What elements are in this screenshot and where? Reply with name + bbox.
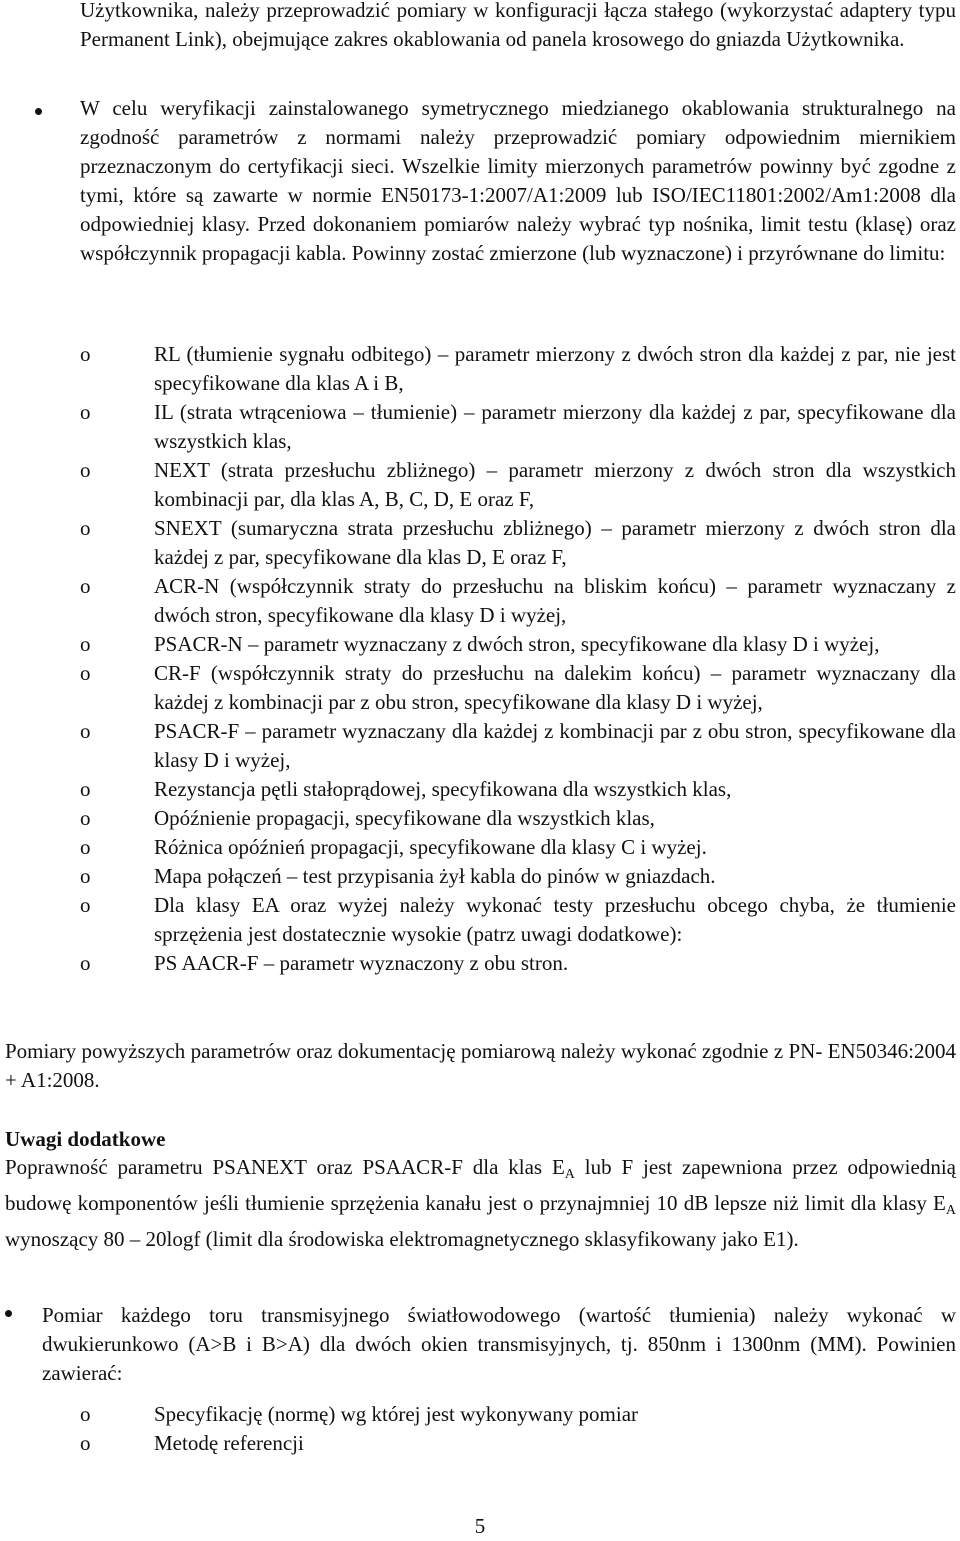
list-marker-icon: o bbox=[80, 516, 91, 540]
list-item: o Opóźnienie propagacji, specyfikowane dla wszystkich klas, bbox=[154, 804, 956, 833]
list-marker-icon: o bbox=[80, 719, 91, 743]
list-item: o Metodę referencji bbox=[154, 1429, 956, 1458]
list-marker-icon: o bbox=[80, 835, 91, 859]
list-marker-icon: o bbox=[80, 777, 91, 801]
list-item: o Specyfikację (normę) wg której jest wykonywany pomiar bbox=[154, 1400, 956, 1429]
list-item: o IL (strata wtrąceniowa – tłumienie) – parametr mierzony dla każdej z par, specyfikowane dla wszystkich klas, bbox=[80, 400, 956, 453]
list-item: o NEXT (strata przesłuchu zbliżnego) – parametr mierzony z dwóch stron dla wszystkich kombinacji par, dla klas A, B, C, D, E oraz F, bbox=[80, 458, 956, 511]
list-item: o ACR-N (współczynnik straty do przesłuchu na bliskim końcu) – parametr wyznaczany z dwóch stron, specyfikowane dla klasy D i wyżej, bbox=[80, 574, 956, 627]
bullet-icon bbox=[5, 1310, 12, 1317]
list-marker-icon: o bbox=[80, 893, 91, 917]
list-item: o PSACR-F – parametr wyznaczany dla każdej z kombinacji par z obu stron, specyfikowane dla klasy D i wyżej, bbox=[80, 719, 956, 772]
list-marker-icon: o bbox=[80, 342, 91, 366]
page-number: 5 bbox=[474, 1514, 486, 1538]
list-item: o Rezystancja pętli stałoprądowej, specyfikowana dla wszystkich klas, bbox=[154, 775, 956, 804]
section-heading: Uwagi dodatkowe bbox=[5, 1127, 166, 1151]
parameter-list bbox=[80, 340, 956, 978]
bullet-icon bbox=[35, 108, 42, 115]
bullet-paragraph-fiber-testing: Pomiar każdego toru transmisyjnego światłowodowego (wartość tłumienia) należy wykonać w dwukierunkowo (A>B i B>A) dla dwóch okien transmisyjnych, tj. 850nm i 1300nm (MM). Powinien zawierać: bbox=[42, 1303, 956, 1385]
list-marker-icon: o bbox=[80, 458, 91, 482]
fiber-requirements-list bbox=[80, 1400, 956, 1458]
list-item: o PSACR-N – parametr wyznaczany z dwóch stron, specyfikowane dla klasy D i wyżej, bbox=[154, 630, 956, 659]
list-item: o Mapa połączeń – test przypisania żył kabla do pinów w gniazdach. bbox=[154, 862, 956, 891]
list-marker-icon: o bbox=[80, 661, 91, 685]
measurement-standard-paragraph: Pomiary powyższych parametrów oraz dokumentację pomiarową należy wykonać zgodnie z PN- EN50346:2004 + A1:2008. bbox=[5, 1039, 956, 1092]
list-marker-icon: o bbox=[80, 1402, 91, 1426]
intro-continuation: Użytkownika, należy przeprowadzić pomiary w konfiguracji łącza stałego (wykorzystać adaptery typu Permanent Link), obejmujące zakres okablowania od panela krosowego do gniazda Użytkownika. bbox=[80, 0, 956, 51]
list-item: o PS AACR-F – parametr wyznaczony z obu stron. bbox=[154, 949, 956, 978]
list-item: o SNEXT (sumaryczna strata przesłuchu zbliżnego) – parametr mierzony z dwóch stron dla każdej z par, specyfikowane dla klas D, E oraz F, bbox=[80, 516, 956, 569]
bullet-paragraph-copper-testing: W celu weryfikacji zainstalowanego symetrycznego miedzianego okablowania strukturalnego na zgodność parametrów z normami należy przeprowadzić pomiary odpowiednim miernikiem przeznaczonym do certyfikacji sieci. Wszelkie limity mierzonych parametrów powinny być zgodne z tymi, które są zawarte w normie EN50173-1:2007/A1:2009 lub ISO/IEC11801:2002/Am1:2008 dla odpowiedniej klasy. Przed dokonaniem pomiarów należy wybrać typ nośnika, limit testu (klasę) oraz współczynnik propagacji kabla. Powinny zostać zmierzone (lub wyznaczone) i przyrównane do limitu: bbox=[80, 96, 956, 265]
list-marker-icon: o bbox=[80, 574, 91, 598]
list-marker-icon: o bbox=[80, 632, 91, 656]
list-item: o Dla klasy EA oraz wyżej należy wykonać testy przesłuchu obcego chyba, że tłumienie sprzężenia jest dostatecznie wysokie (patrz uwagi dodatkowe): bbox=[80, 893, 956, 946]
list-item: o Różnica opóźnień propagacji, specyfikowane dla klasy C i wyżej. bbox=[154, 833, 956, 862]
additional-notes-paragraph: Poprawność parametru PSANEXT oraz PSAACR-F dla klas $E_A$ lub F jest zapewniona przez odpowiednią budowę komponentów jeśli tłumienie sprzężenia kanału jest o przynajmniej 10 dB lepsze niż limit dla klasy $E_A$ wynoszący 80 – 20logf (limit dla środowiska elektromagnetycznego sklasyfikowany jako E1). bbox=[5, 1155, 956, 1251]
list-item: o CR-F (współczynnik straty do przesłuchu na dalekim końcu) – parametr wyznaczany dla każdej z kombinacji par z obu stron, specyfikowane dla klasy D i wyżej, bbox=[80, 661, 956, 714]
list-marker-icon: o bbox=[80, 806, 91, 830]
list-marker-icon: o bbox=[80, 400, 91, 424]
list-marker-icon: o bbox=[80, 951, 91, 975]
list-item: o RL (tłumienie sygnału odbitego) – parametr mierzony z dwóch stron dla każdej z par, nie jest specyfikowane dla klas A i B, bbox=[80, 342, 956, 395]
list-marker-icon: o bbox=[80, 864, 91, 888]
list-marker-icon: o bbox=[80, 1431, 91, 1455]
